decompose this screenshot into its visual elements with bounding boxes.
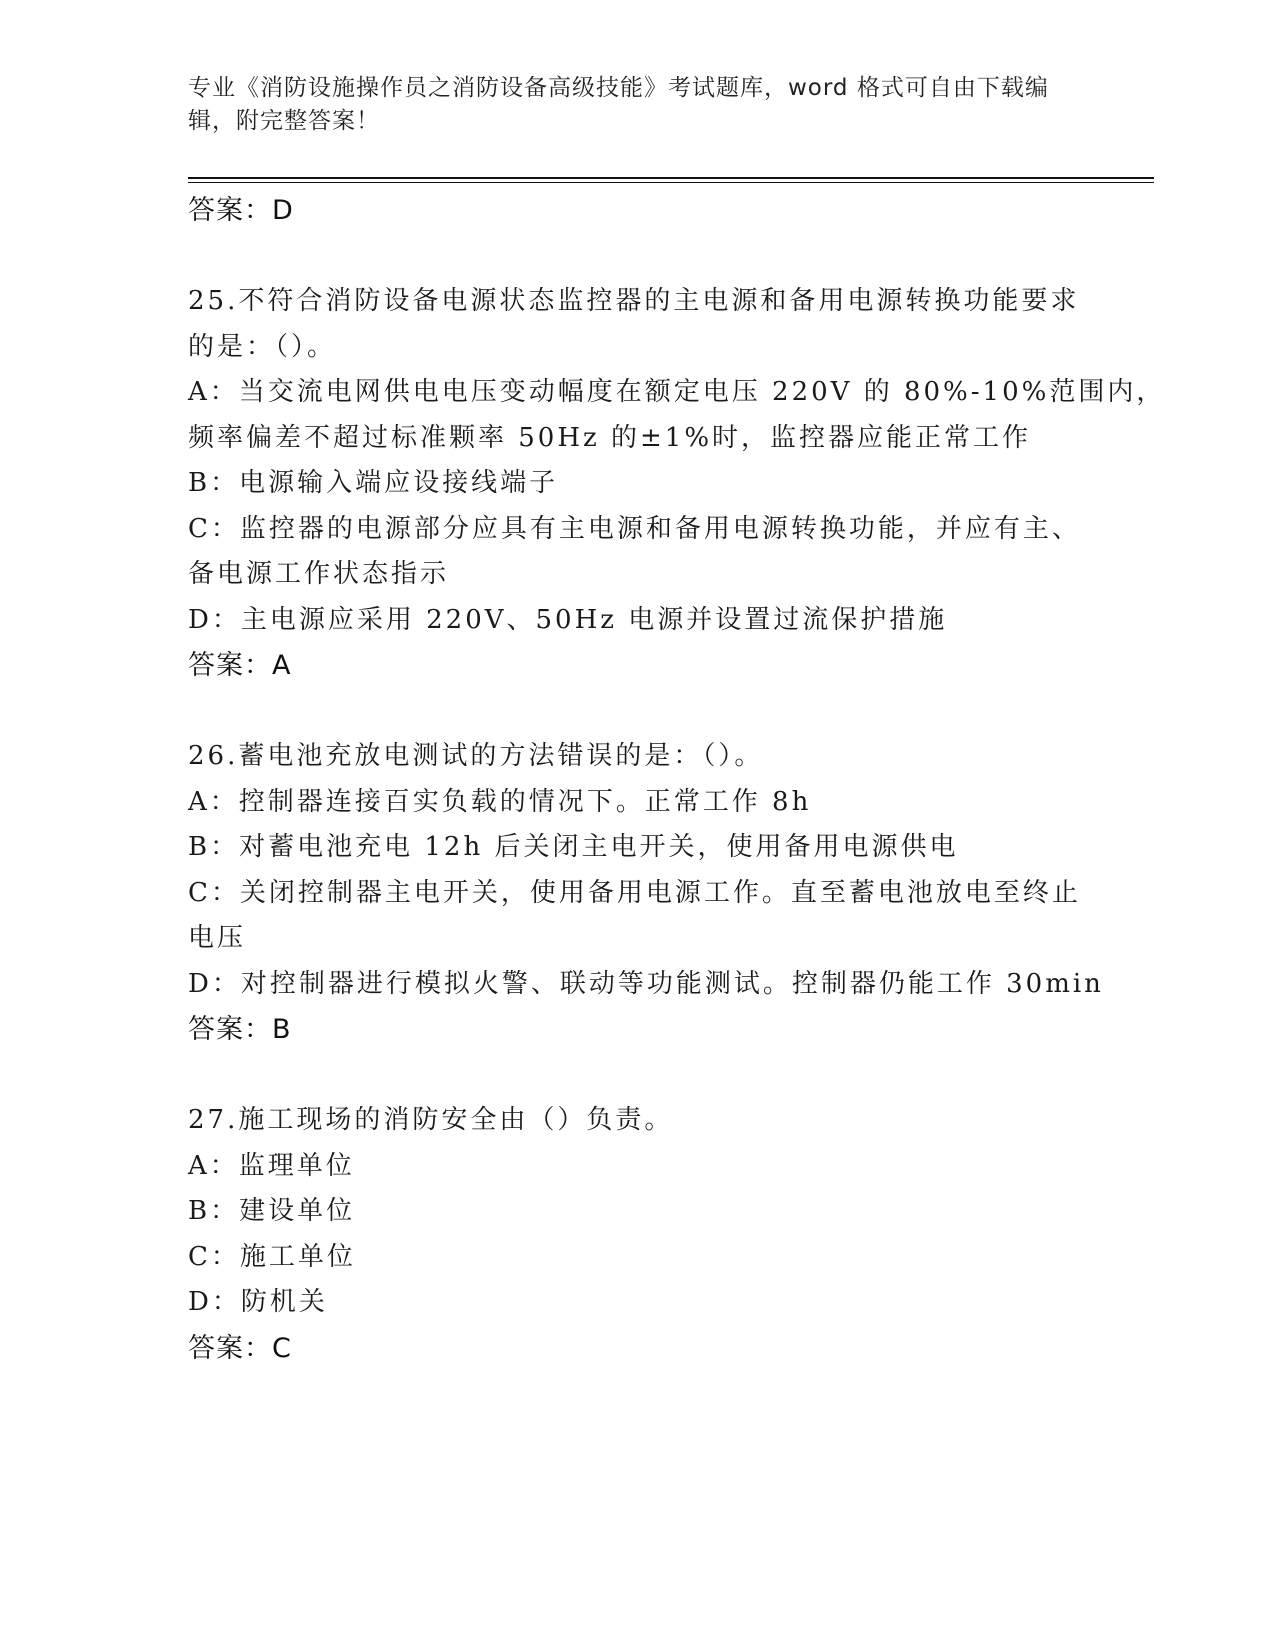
option-a: A：当交流电网供电电压变动幅度在额定电压 220V 的 80%-10%范围内，: [188, 377, 1166, 407]
option-c: C：关闭控制器主电开关，使用备用电源工作。直至蓄电池放电至终止: [188, 877, 1081, 908]
option-d: D：主电源应采用 220V、50Hz 电源并设置过流保护措施: [188, 604, 948, 635]
header-text-line-2: 辑，附完整答案！: [188, 108, 380, 134]
header-text-line-1: 专业《消防设施操作员之消防设备高级技能》考试题库，word 格式可自由下载编: [188, 75, 1049, 101]
question-stem: 26.蓄电池充放电测试的方法错误的是：（）。: [188, 741, 764, 771]
option-d: D：对控制器进行模拟火警、联动等功能测试。控制器仍能工作 30min: [188, 968, 1104, 999]
option-b: B：对蓄电池充电 12h 后关闭主电开关，使用备用电源供电: [188, 832, 959, 862]
option-b: B：电源输入端应设接线端子: [188, 468, 559, 498]
spacer: [188, 689, 1088, 734]
question-26: [188, 734, 1104, 1053]
answer: 答案：C: [188, 1332, 292, 1364]
option-b: B：建设单位: [188, 1196, 356, 1226]
answer-previous: 答案：D: [188, 195, 294, 226]
header-divider-secondary: [188, 182, 1154, 183]
question-27: [188, 1098, 1088, 1372]
option-c-cont: 备电源工作状态指示: [188, 559, 450, 589]
option-d: D：防机关: [188, 1287, 328, 1317]
question-stem-cont: 的是：（）。: [188, 331, 337, 362]
option-c: C：施工单位: [188, 1241, 356, 1272]
question-stem: 27.施工现场的消防安全由（）负责。: [188, 1105, 674, 1135]
question-list: [188, 188, 1166, 1372]
option-a: A：控制器连接百实负载的情况下。正常工作 8h: [188, 786, 812, 817]
answer: 答案：A: [188, 650, 292, 681]
spacer: [188, 1053, 1088, 1098]
spacer: [188, 234, 1088, 279]
option-a: A：监理单位: [188, 1150, 355, 1181]
option-c: C：监控器的电源部分应具有主电源和备用电源转换功能，并应有主、: [188, 513, 1081, 544]
question-25: [188, 279, 1166, 689]
question-stem: 25.不符合消防设备电源状态监控器的主电源和备用电源转换功能要求: [188, 286, 1080, 316]
document-header: [188, 72, 1068, 138]
option-c-cont: 电压: [188, 923, 247, 953]
header-divider: [188, 177, 1154, 179]
option-a-cont: 频率偏差不超过标准颗率 50Hz 的±1%时，监控器应能正常工作: [188, 422, 1032, 453]
answer: 答案：B: [188, 1014, 292, 1045]
